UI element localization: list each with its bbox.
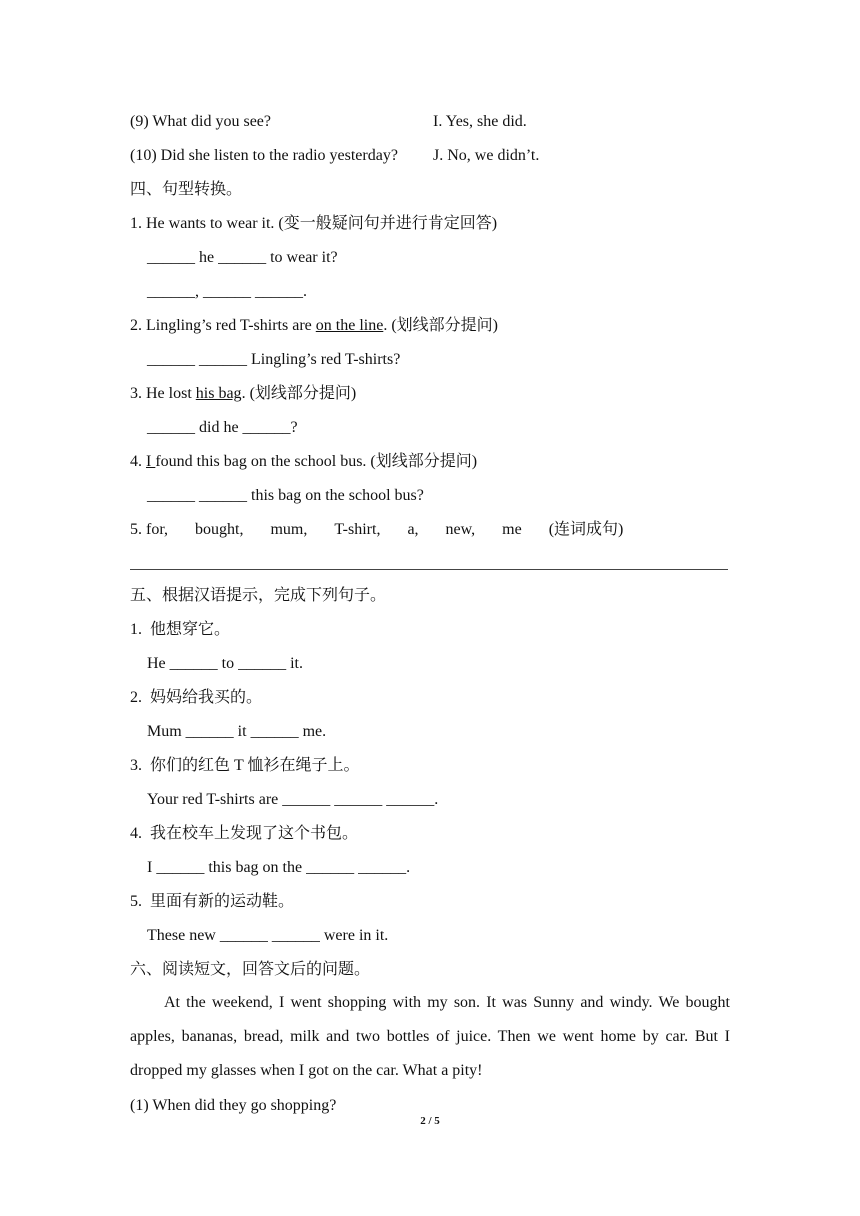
s4-item-5-word: bought, (195, 521, 244, 538)
s5-item-5-blank: These new ______ ______ were in it. (147, 927, 389, 944)
s4-item-5 (130, 520, 650, 540)
s4-item-2-blank: ______ ______ Lingling’s red T-shirts? (147, 351, 401, 368)
s4-item-3-blank: ______ did he ______? (147, 419, 298, 436)
answer-line (130, 569, 728, 570)
s4-item-1-blank-a: ______ he ______ to wear it? (147, 249, 338, 266)
s5-item-5: 5. 里面有新的运动鞋。 (130, 893, 295, 910)
s4-item-5-word: 5. for, (130, 521, 169, 538)
s5-item-4: 4. 我在校车上发现了这个书包。 (130, 825, 359, 842)
s4-item-4-underlined: I (146, 453, 156, 470)
s4-item-1-blank-b: ______, ______ ______. (147, 283, 307, 300)
s6-question-1: (1) When did they go shopping? (130, 1097, 337, 1114)
s5-item-3: 3. 你们的红色 T 恤衫在绳子上。 (130, 757, 360, 774)
s4-item-4 (130, 452, 477, 472)
section-4-title: 四、句型转换。 (130, 181, 243, 198)
s4-item-5-word: T-shirt, (334, 521, 381, 538)
s5-item-1-blank: He ______ to ______ it. (147, 655, 303, 672)
s4-item-5-word: a, (407, 521, 419, 538)
match-a9: I. Yes, she did. (433, 113, 527, 130)
s4-item-2-underlined: on the line (315, 317, 384, 334)
s4-item-3 (130, 384, 356, 404)
match-q9: (9) What did you see? (130, 113, 271, 130)
section-6-title: 六、阅读短文，回答文后的问题。 (130, 961, 371, 978)
s5-item-1: 1. 他想穿它。 (130, 621, 231, 638)
s4-item-5-word: mum, (270, 521, 308, 538)
s4-item-3-pre: 3. He lost (130, 385, 196, 402)
s4-item-2 (130, 316, 498, 336)
s4-item-3-post: . (划线部分提问) (241, 385, 357, 402)
s5-item-2: 2. 妈妈给我买的。 (130, 689, 263, 706)
s4-item-5-note: (连词成句) (548, 521, 624, 538)
section-5-title: 五、根据汉语提示，完成下列句子。 (130, 587, 387, 604)
s5-item-4-blank: I ______ this bag on the ______ ______. (147, 859, 411, 876)
s4-item-4-post: found this bag on the school bus. (划线部分提问) (155, 453, 478, 470)
reading-passage: At the weekend, I went shopping with my son. It was Sunny and windy. We bought apples, bananas, bread, milk and two bottles of juice. Then we went home by car. But I dropped my glasses when I got on the car. What a pity! (130, 994, 730, 1079)
s4-item-2-pre: 2. Lingling’s red T-shirts are (130, 317, 316, 334)
match-q10: (10) Did she listen to the radio yesterday? (130, 147, 398, 164)
s5-item-3-blank: Your red T-shirts are ______ ______ ______. (147, 791, 439, 808)
page-number: 2 / 5 (420, 1115, 440, 1127)
match-a10: J. No, we didn’t. (433, 147, 540, 164)
s4-item-1: 1. He wants to wear it. (变一般疑问句并进行肯定回答) (130, 215, 498, 232)
s5-item-2-blank: Mum ______ it ______ me. (147, 723, 327, 740)
s4-item-4-pre: 4. (130, 453, 146, 470)
s4-item-2-post: . (划线部分提问) (383, 317, 498, 334)
s4-item-5-word: me (502, 521, 522, 538)
s4-item-4-blank: ______ ______ this bag on the school bus? (147, 487, 424, 504)
s4-item-5-word: new, (445, 521, 476, 538)
s4-item-3-underlined: his bag (195, 385, 242, 402)
